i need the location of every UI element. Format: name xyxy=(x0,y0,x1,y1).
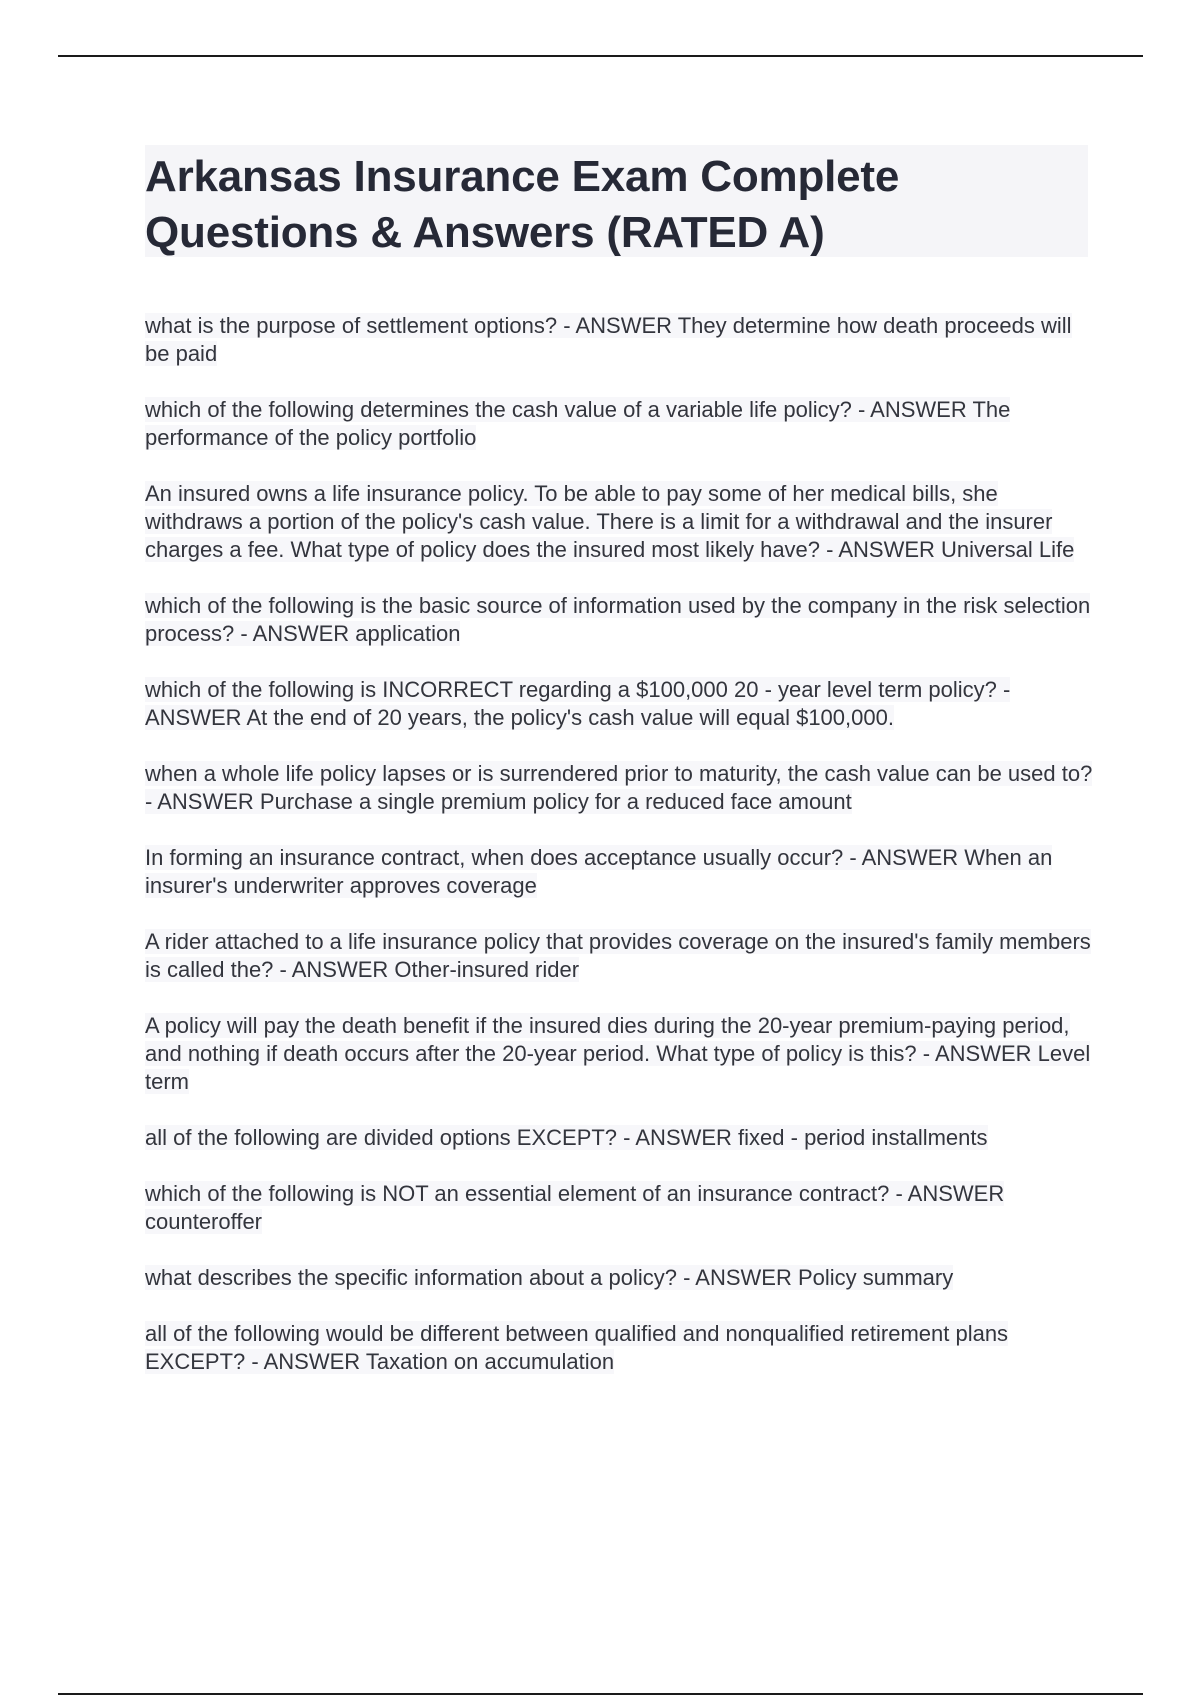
bottom-rule xyxy=(58,1693,1143,1695)
qa-list xyxy=(145,312,1095,1404)
qa-text: all of the following are divided options EXCEPT? - ANSWER fixed - period installments xyxy=(145,1125,988,1150)
qa-item xyxy=(145,928,1095,984)
qa-text: A rider attached to a life insurance policy that provides coverage on the insured's family members is called the? - ANSWER Other-insured rider xyxy=(145,929,1091,982)
qa-text: which of the following is the basic source of information used by the company in the risk selection process? - ANSWER application xyxy=(145,593,1091,646)
qa-item xyxy=(145,1320,1095,1376)
document-title xyxy=(145,149,1088,261)
top-rule xyxy=(58,55,1143,57)
qa-item xyxy=(145,592,1095,648)
qa-text: which of the following is NOT an essential element of an insurance contract? - ANSWER counteroffer xyxy=(145,1181,1005,1234)
qa-text: what describes the specific information about a policy? - ANSWER Policy summary xyxy=(145,1265,954,1290)
qa-text: which of the following is INCORRECT regarding a $100,000 20 - year level term policy? - ANSWER At the end of 20 years, the policy's cash value will equal $100,000. xyxy=(145,677,1011,730)
qa-item xyxy=(145,844,1095,900)
qa-text: An insured owns a life insurance policy. To be able to pay some of her medical bills, she withdraws a portion of the policy's cash value. There is a limit for a withdrawal and the insurer charges a fee. What type of policy does the insured most likely have? - ANSWER Universal Life xyxy=(145,481,1075,562)
qa-item xyxy=(145,396,1095,452)
qa-text: which of the following determines the cash value of a variable life policy? - ANSWER The performance of the policy portfolio xyxy=(145,397,1011,450)
qa-item xyxy=(145,1180,1095,1236)
qa-text: In forming an insurance contract, when does acceptance usually occur? - ANSWER When an insurer's underwriter approves coverage xyxy=(145,845,1053,898)
title-line-2: Questions & Answers (RATED A) xyxy=(145,208,825,257)
qa-item xyxy=(145,1124,1095,1152)
qa-item xyxy=(145,760,1095,816)
qa-text: all of the following would be different between qualified and nonqualified retirement plans EXCEPT? - ANSWER Taxation on accumulation xyxy=(145,1321,1009,1374)
qa-item xyxy=(145,312,1095,368)
qa-text: what is the purpose of settlement options? - ANSWER They determine how death proceeds will be paid xyxy=(145,313,1072,366)
title-line-1: Arkansas Insurance Exam Complete xyxy=(145,152,900,201)
qa-item xyxy=(145,480,1095,564)
title-block xyxy=(145,145,1088,257)
qa-item xyxy=(145,1012,1095,1096)
qa-text: A policy will pay the death benefit if the insured dies during the 20-year premium-paying period, and nothing if death occurs after the 20-year period. What type of policy is this? - ANSWER Level term xyxy=(145,1013,1091,1094)
qa-item xyxy=(145,676,1095,732)
qa-text: when a whole life policy lapses or is surrendered prior to maturity, the cash value can be used to? - ANSWER Purchase a single premium policy for a reduced face amount xyxy=(145,761,1093,814)
qa-item xyxy=(145,1264,1095,1292)
